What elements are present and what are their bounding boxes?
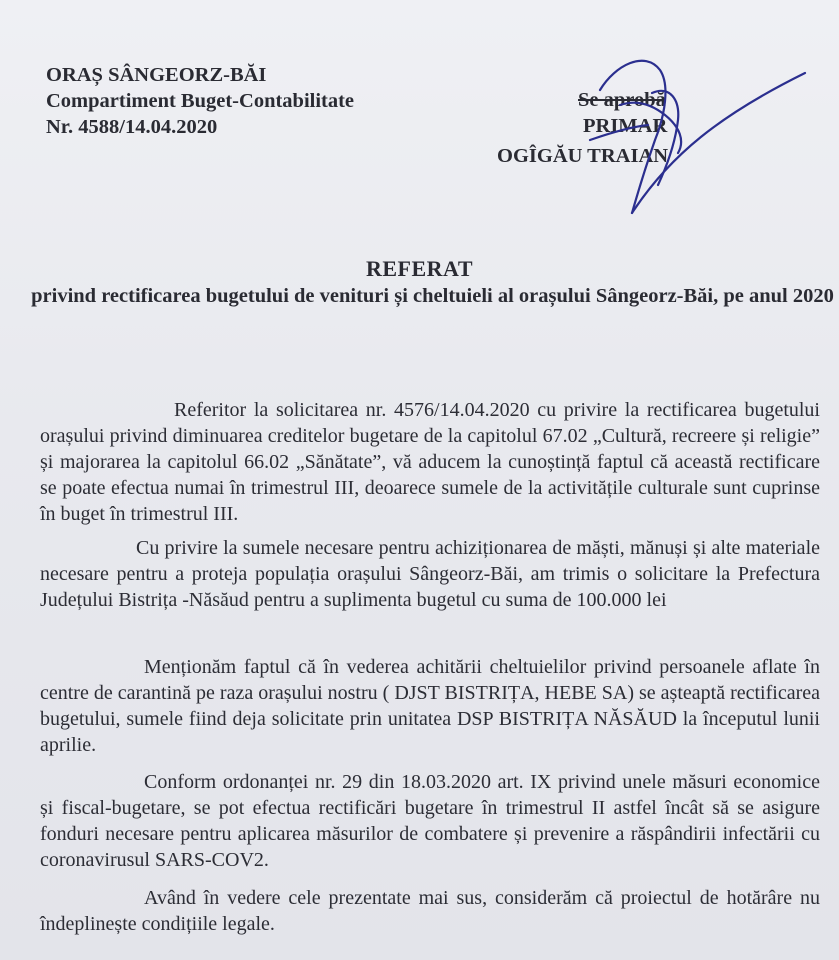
department-name: Compartiment Buget-Contabilitate [46, 90, 355, 112]
handwritten-signature [560, 45, 820, 225]
approval-text: Se aprobă [578, 89, 666, 111]
document-subtitle: privind rectificarea bugetului de venituri și cheltuieli al orașului Sângeorz-Băi, pe anul 2020 [31, 285, 834, 307]
registration-number: Nr. 4588/14.04.2020 [46, 116, 218, 138]
document-title: REFERAT [366, 256, 473, 281]
city-name: ORAȘ SÂNGEORZ-BĂI [46, 64, 267, 86]
paragraph-2: Cu privire la sumele necesare pentru achiziționarea de măști, mănuși și alte materiale necesare pentru a proteja populația orașului Sângeorz-Băi, am trimis o solicitare la Prefectura Județului Bistrița -Năsăud pentru a suplimenta bugetul cu suma de 100.000 lei [40, 537, 820, 611]
issuer-header [46, 62, 354, 140]
paragraph-4: Conform ordonanței nr. 29 din 18.03.2020 art. IX privind unele măsuri economice și fiscal-bugetare, se pot efectua rectificări bugetare în trimestrul II astfel încât să se asigure fonduri necesare pentru aplicarea măsurilor de combatere și prevenire a răspândirii infectării cu coronavirusul SARS-COV2. [40, 771, 820, 871]
mayor-title: PRIMAR [583, 115, 668, 137]
paragraph-3: Menționăm faptul că în vederea achitării cheltuielilor privind persoanele aflate în centre de carantină pe raza orașului nostru ( DJST BISTRIȚA, HEBE SA) se așteaptă rectificarea bugetului, sumele fiind deja solicitate prin unitatea DSP BISTRIȚA NĂSĂUD la începutul lunii aprilie. [40, 656, 820, 756]
paragraph-5: Având în vedere cele prezentate mai sus, considerăm că proiectul de hotărâre nu îndeplinește condițiile legale. [40, 887, 820, 935]
paragraph-1: Referitor la solicitarea nr. 4576/14.04.2020 cu privire la rectificarea bugetului orașului privind diminuarea creditelor bugetare de la capitolul 67.02 „Cultură, recreere și religie” și majorarea la capitolul 66.02 „Sănătate”, vă aducem la cunoștință faptul că această rectificare se poate efectua numai în trimestrul III, deoarece sumele de la activitățile culturale sunt cuprinse în buget în trimestrul III. [40, 399, 820, 525]
mayor-name: OGÎGĂU TRAIAN [497, 145, 669, 167]
